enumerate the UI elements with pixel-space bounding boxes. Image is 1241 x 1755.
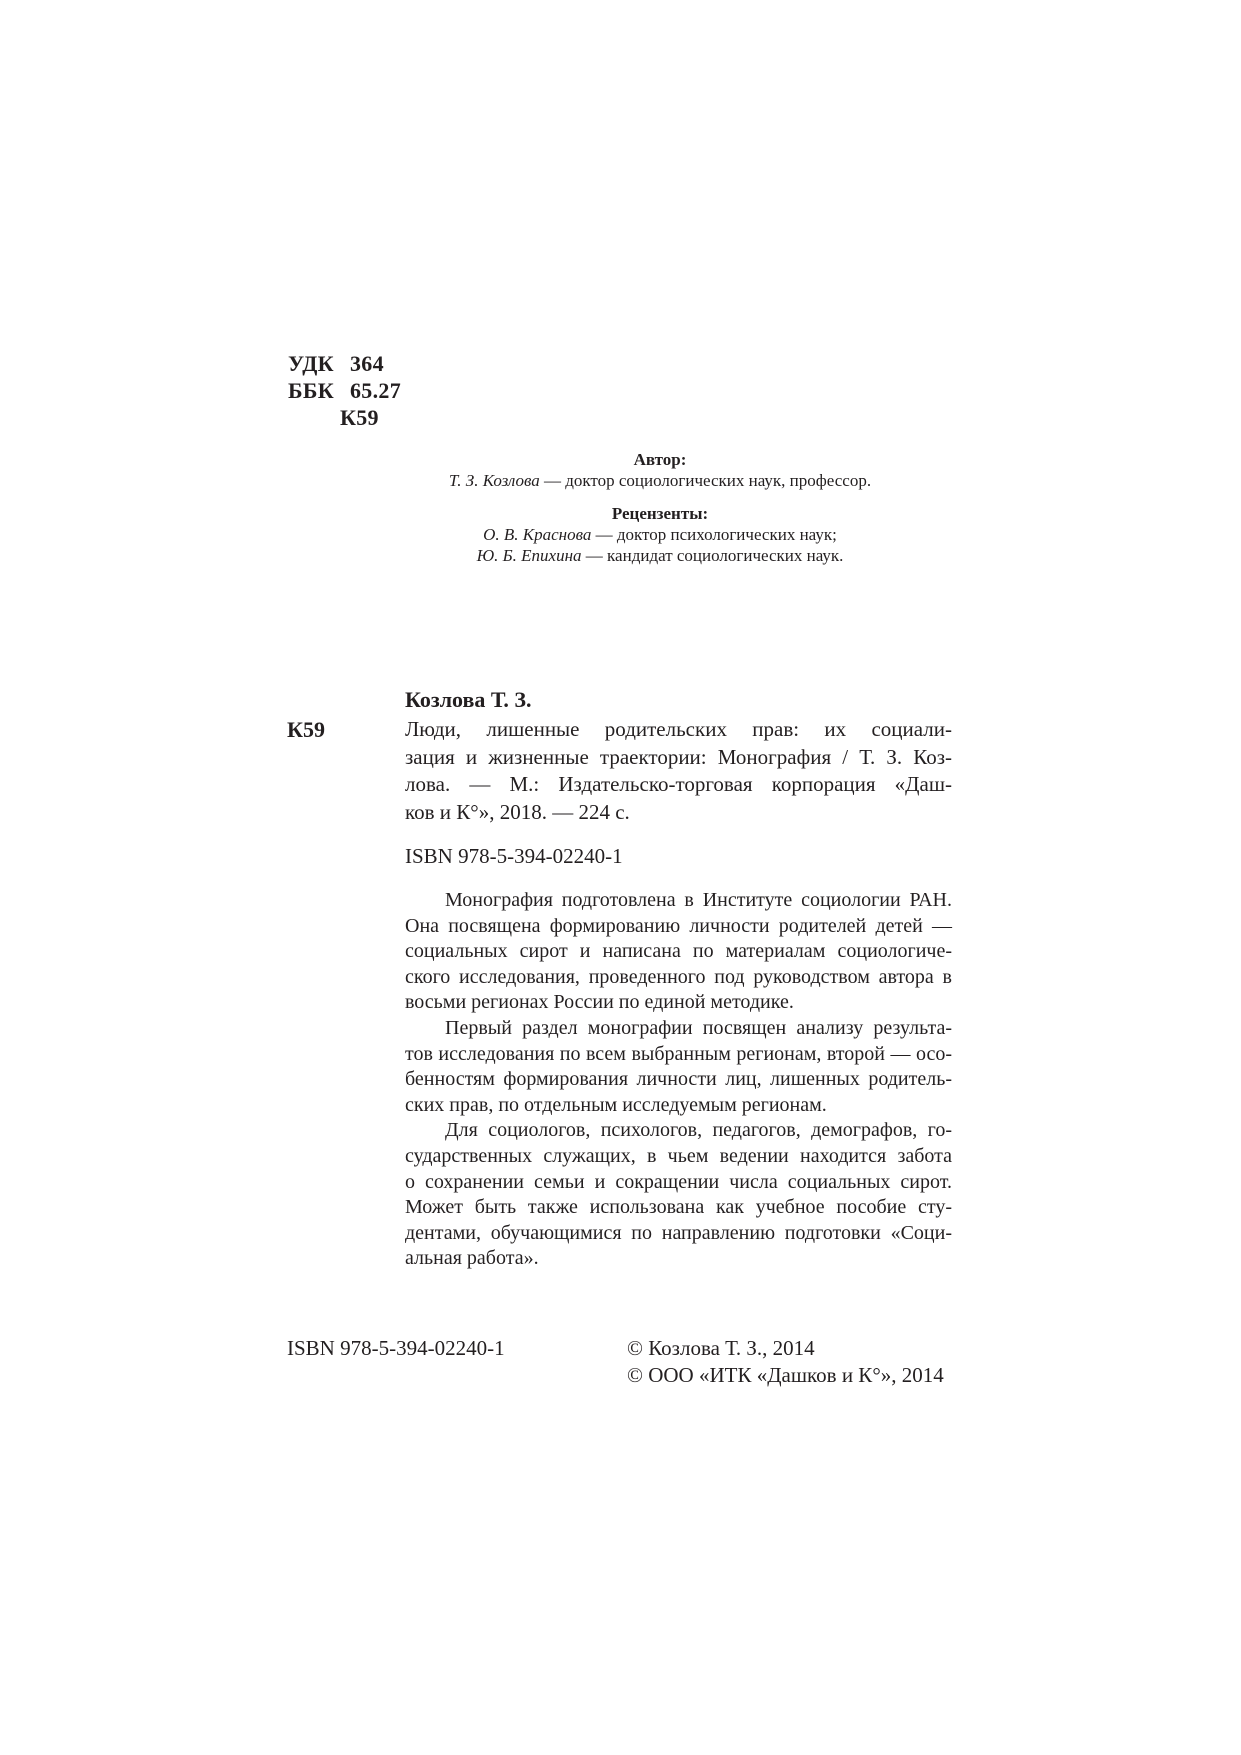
bbk-row: [288, 377, 401, 404]
annotation-line: Она посвящена формированию личности родителей детей —: [405, 914, 952, 937]
reviewer-line: [300, 524, 1020, 545]
card-title-line: лова. — М.: Издательско-торговая корпорация «Даш-: [405, 772, 952, 797]
annotation-line: ских прав, по отдельным исследуемым регионам.: [405, 1093, 827, 1116]
annotation-line: Может быть также использована как учебное пособие сту-: [405, 1196, 952, 1219]
card-isbn: ISBN 978-5-394-02240-1: [405, 844, 623, 869]
classification-codes: [288, 350, 401, 431]
annotation-line: альная работа».: [405, 1247, 539, 1270]
annotation-line: Первый раздел монографии посвящен анализу результа-: [445, 1016, 952, 1039]
card-author-sign: К59: [287, 717, 325, 742]
annotation-line: дентами, обучающимися по направлению подготовки «Соци-: [405, 1221, 952, 1244]
udk-value: 364: [350, 351, 384, 376]
author-name: Т. З. Козлова: [448, 471, 540, 490]
annotation-line: бенностям формирования личности лиц, лишенных родитель-: [405, 1068, 952, 1091]
reviewer-description: — кандидат социологических наук.: [581, 546, 844, 565]
copyright-line: © Козлова Т. З., 2014: [627, 1336, 815, 1360]
author-line: [300, 470, 1020, 491]
annotation-line: тов исследования по всем выбранным регионам, второй — осо-: [405, 1042, 952, 1065]
card-title-line: ков и К°», 2018. — 224 с.: [405, 799, 630, 824]
catalog-card: [405, 686, 952, 1272]
reviewer-name: О. В. Краснова: [483, 525, 592, 544]
reviewer-name: Ю. Б. Епихина: [476, 546, 582, 565]
author-sign-row: [288, 404, 401, 431]
annotation-line: социальных сирот и написана по материалам социологиче-: [405, 940, 952, 963]
annotation-line: ского исследования, проведенного под руководством автора в: [405, 965, 952, 988]
reviewer-line: [300, 545, 1020, 566]
udk-row: [288, 350, 401, 377]
bbk-value: 65.27: [350, 378, 401, 403]
bbk-label: ББК: [288, 378, 334, 403]
author-description: — доктор социологических наук, профессор.: [539, 471, 872, 490]
author-heading: Автор:: [633, 450, 687, 469]
annotation-line: Монография подготовлена в Институте социологии РАН.: [445, 888, 952, 911]
copyright-line: © ООО «ИТК «Дашков и К°», 2014: [627, 1363, 944, 1387]
reviewer-description: — доктор психологических наук;: [591, 525, 837, 544]
card-annotation: [405, 888, 952, 1272]
imprint-isbn: ISBN 978-5-394-02240-1: [287, 1336, 505, 1360]
annotation-line: сударственных служащих, в чьем ведении находится забота: [405, 1144, 952, 1167]
card-title-description: [405, 716, 952, 826]
card-title-line: Люди, лишенные родительских прав: их социали-: [405, 717, 952, 741]
credits-block: [300, 449, 1020, 566]
author-sign: К59: [340, 405, 379, 430]
copyright-block: [627, 1335, 944, 1389]
annotation-line: восьми регионах России по единой методике.: [405, 991, 794, 1014]
card-author: Козлова Т. З.: [405, 687, 532, 712]
udk-label: УДК: [288, 351, 334, 376]
reviewers-heading: Рецензенты:: [611, 504, 709, 523]
annotation-line: о сохранении семьи и сокращении числа социальных сирот.: [405, 1170, 952, 1193]
annotation-line: Для социологов, психологов, педагогов, демографов, го-: [445, 1119, 952, 1142]
card-title-line: зация и жизненные траектории: Монография / Т. З. Коз-: [405, 744, 952, 769]
